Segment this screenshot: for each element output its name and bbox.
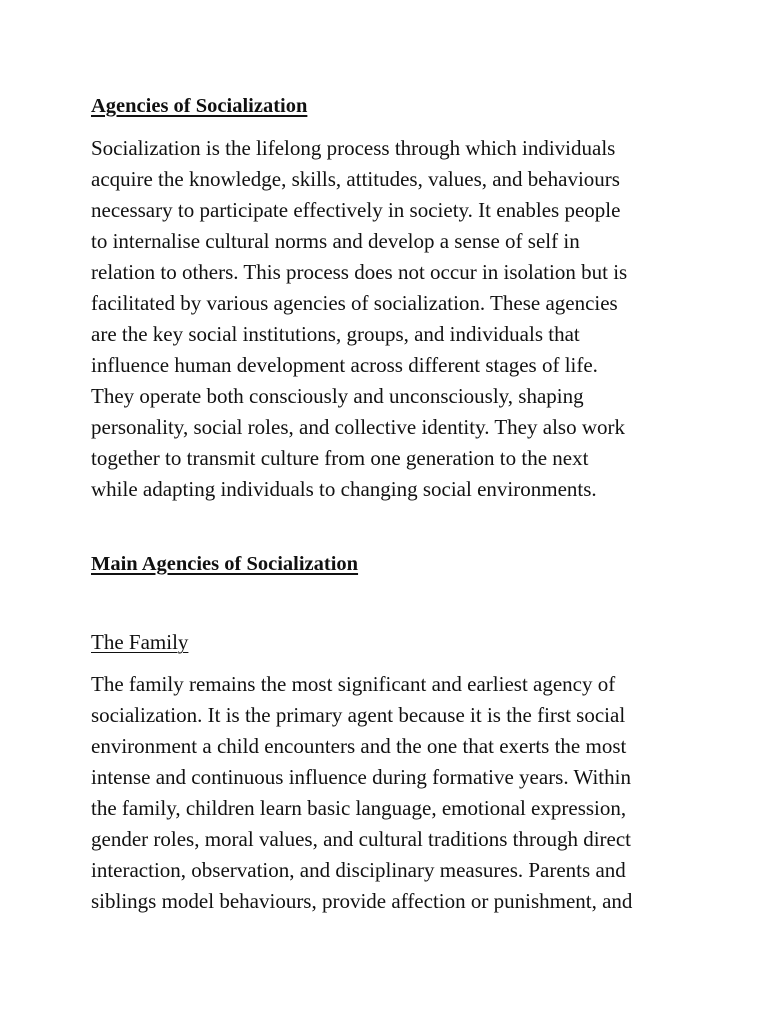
paragraph-line: They operate both consciously and unconsciously, shaping (91, 384, 584, 408)
paragraph-line: influence human development across different stages of life. (91, 353, 598, 377)
section-heading-agencies: Agencies of Socialization (91, 95, 308, 117)
paragraph-line: siblings model behaviours, provide affection or punishment, and (91, 889, 633, 913)
paragraph-line: to internalise cultural norms and develop a sense of self in (91, 229, 580, 253)
section-heading-main-agencies: Main Agencies of Socialization (91, 553, 359, 575)
subheading-the-family: The Family (91, 630, 189, 654)
paragraph-line: acquire the knowledge, skills, attitudes, values, and behaviours (91, 167, 620, 191)
paragraph-line: relation to others. This process does not occur in isolation but is (91, 260, 628, 284)
paragraph-line: are the key social institutions, groups, and individuals that (91, 322, 580, 346)
paragraph-line: together to transmit culture from one generation to the next (91, 446, 589, 470)
document-content (91, 93, 691, 917)
paragraph-line: interaction, observation, and disciplinary measures. Parents and (91, 858, 626, 882)
paragraph-line: the family, children learn basic language, emotional expression, (91, 796, 627, 820)
paragraph-line: gender roles, moral values, and cultural traditions through direct (91, 827, 632, 851)
paragraph-line: environment a child encounters and the one that exerts the most (91, 734, 627, 758)
paragraph-line: personality, social roles, and collective identity. They also work (91, 415, 625, 439)
intro-paragraph (91, 133, 691, 505)
paragraph-line: The family remains the most significant and earliest agency of (91, 672, 616, 696)
paragraph-line: necessary to participate effectively in society. It enables people (91, 198, 621, 222)
paragraph-line: intense and continuous influence during formative years. Within (91, 765, 631, 789)
paragraph-line: Socialization is the lifelong process through which individuals (91, 136, 616, 160)
paragraph-line: facilitated by various agencies of socialization. These agencies (91, 291, 618, 315)
paragraph-line: while adapting individuals to changing social environments. (91, 477, 597, 501)
family-paragraph (91, 669, 691, 917)
paragraph-line: socialization. It is the primary agent because it is the first social (91, 703, 626, 727)
